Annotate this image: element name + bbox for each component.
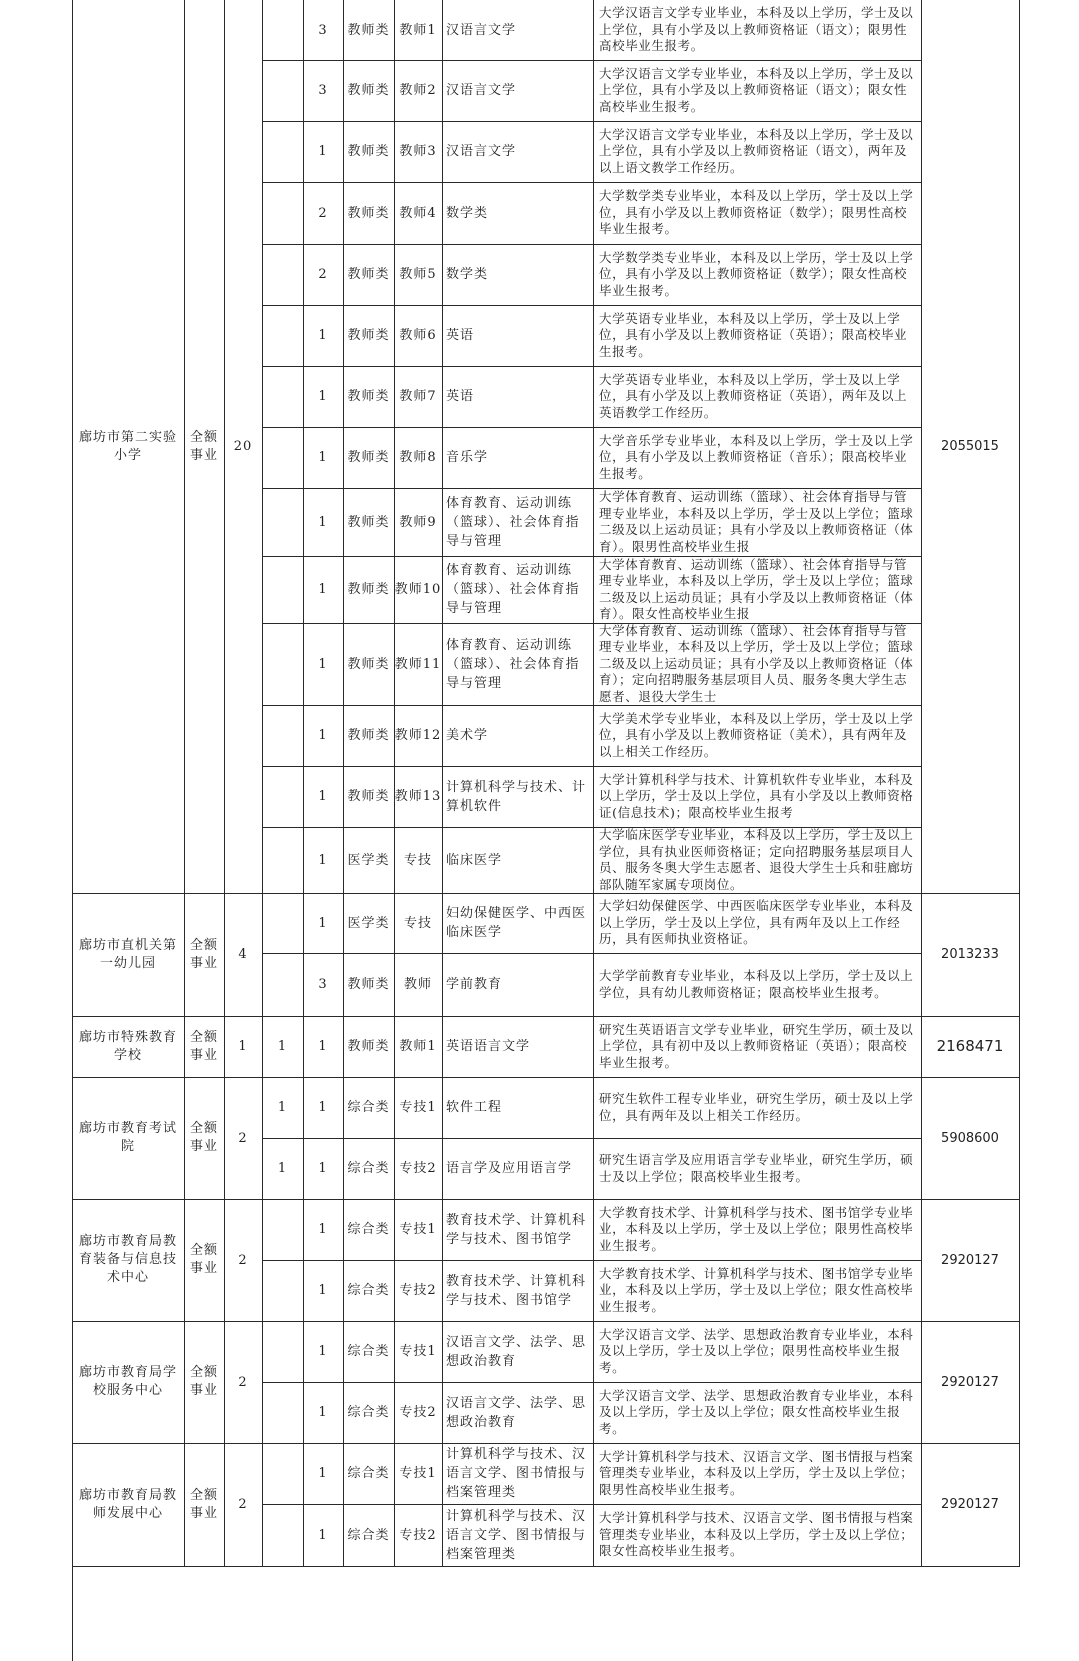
qualification-requirement: 大学数学类专业毕业，本科及以上学历，学士及以上学位，具有小学及以上教师资格证（数学）；限女性高校毕业生报考。 — [599, 249, 914, 298]
position-name: 教师1 — [399, 22, 437, 38]
unit-name: 廊坊市教育局教育装备与信息技术中心 — [78, 1234, 177, 1285]
position-name: 专技1 — [399, 1344, 437, 1359]
qualification-requirement: 大学计算机科学与技术、汉语言文学、图书情报与档案管理类专业毕业，本科及以上学历，学士及以上学位；限女性高校毕业生报考。 — [599, 1510, 914, 1559]
position-category: 综合类 — [347, 1527, 390, 1543]
position-name: 教师4 — [399, 205, 437, 221]
qualification-requirement: 大学音乐学专业毕业，本科及以上学历，学士及以上学位，具有小学及以上教师资格证（音乐）；限高校毕业生报考。 — [599, 432, 914, 481]
funding-type: 全额事业 — [190, 1487, 219, 1521]
position-category: 综合类 — [347, 1283, 390, 1298]
qualification-requirement: 大学汉语言文学专业毕业，本科及以上学历，学士及以上学位，具有小学及以上教师资格证（语文），两年及以上语文教学工作经历。 — [599, 126, 914, 175]
major-requirement: 体育教育、运动训练（篮球）、社会体育指导与管理 — [446, 495, 580, 549]
major-requirement: 英语语言文学 — [446, 1039, 531, 1054]
position-category: 综合类 — [347, 1344, 390, 1359]
position-count: 2 — [318, 205, 328, 221]
position-category: 教师类 — [347, 977, 390, 992]
contact-code: 2013233 — [941, 947, 999, 962]
position-count: 1 — [318, 450, 328, 465]
funding-type: 全额事业 — [190, 429, 219, 463]
qualification-requirement: 大学体育教育、运动训练（篮球）、社会体育指导与管理专业毕业，本科及以上学历，学士及以上学位；篮球二级及以上运动员证；具有小学及以上教师资格证（体育）。限女性高校毕业生报 — [599, 556, 914, 621]
unit-name: 廊坊市特殊教育学校 — [78, 1029, 177, 1063]
total-count: 1 — [238, 1039, 248, 1054]
position-name: 专技1 — [399, 1222, 437, 1237]
position-count: 1 — [318, 1222, 328, 1237]
qualification-requirement: 研究生英语语言文学专业毕业，研究生学历，硕士及以上学位，具有初中及以上教师资格证（英语）；限高校毕业生报考。 — [599, 1021, 914, 1070]
qualification-requirement: 大学数学类专业毕业，本科及以上学历，学士及以上学位，具有小学及以上教师资格证（数学）；限男性高校毕业生报考。 — [599, 188, 914, 237]
grid-line — [1019, 0, 1020, 1566]
unit-name: 廊坊市教育局学校服务中心 — [78, 1365, 177, 1398]
unit-name: 廊坊市教育考试院 — [78, 1121, 177, 1154]
position-count: 1 — [318, 1527, 328, 1543]
major-requirement: 体育教育、运动训练（篮球）、社会体育指导与管理 — [446, 563, 580, 616]
contact-code: 2920127 — [941, 1497, 999, 1512]
major-requirement: 音乐学 — [446, 450, 489, 465]
major-requirement: 英语 — [446, 389, 475, 404]
major-requirement: 体育教育、运动训练（篮球）、社会体育指导与管理 — [446, 637, 580, 691]
major-requirement: 计算机科学与技术、计算机软件 — [446, 779, 587, 814]
position-count: 1 — [318, 328, 328, 343]
position-count: 1 — [318, 915, 328, 931]
position-name: 教师 — [403, 977, 432, 992]
major-requirement: 汉语言文学 — [446, 144, 517, 159]
major-requirement: 美术学 — [446, 728, 489, 743]
total-count: 2 — [238, 1374, 248, 1390]
position-name: 专技2 — [399, 1283, 437, 1298]
contact-code: 2920127 — [941, 1252, 999, 1268]
position-category: 综合类 — [347, 1405, 390, 1420]
major-requirement: 软件工程 — [446, 1100, 503, 1115]
position-count: 1 — [318, 514, 328, 530]
position-name: 教师5 — [399, 267, 437, 282]
position-count: 1 — [318, 728, 328, 743]
position-category: 医学类 — [347, 915, 390, 931]
qualification-requirement: 大学汉语言文学专业毕业，本科及以上学历，学士及以上学位，具有小学及以上教师资格证（语文）；限男性高校毕业生报考。 — [599, 5, 914, 54]
qualification-requirement: 大学计算机科学与技术、汉语言文学、图书情报与档案管理类专业毕业，本科及以上学历，学士及以上学位；限男性高校毕业生报考。 — [599, 1448, 914, 1497]
qualification-requirement: 研究生语言学及应用语言学专业毕业，研究生学历，硕士及以上学位；限高校毕业生报考。 — [599, 1152, 914, 1184]
position-category: 教师类 — [347, 789, 390, 804]
major-requirement: 汉语言文学 — [446, 83, 517, 98]
position-name: 教师9 — [399, 514, 437, 530]
major-requirement: 汉语言文学、法学、思想政治教育 — [446, 1334, 587, 1369]
major-requirement: 教育技术学、计算机科学与技术、图书馆学 — [446, 1273, 587, 1308]
position-name: 专技2 — [399, 1527, 437, 1543]
position-category: 综合类 — [347, 1466, 390, 1481]
position-count: 1 — [318, 1100, 328, 1115]
position-count: 1 — [318, 852, 328, 868]
contact-code: 5908600 — [941, 1130, 999, 1146]
qualification-requirement: 大学汉语言文学专业毕业，本科及以上学历，学士及以上学位，具有小学及以上教师资格证（语文）；限女性高校毕业生报考。 — [599, 65, 914, 114]
major-requirement: 数学类 — [446, 205, 489, 221]
total-count: 2 — [238, 1252, 248, 1268]
position-name: 教师7 — [399, 389, 437, 404]
position-category: 教师类 — [347, 514, 390, 530]
position-name: 教师6 — [399, 328, 437, 343]
qualification-requirement: 大学教育技术学、计算机科学与技术、图书馆学专业毕业，本科及以上学历，学士及以上学位；限女性高校毕业生报考。 — [599, 1265, 914, 1314]
position-category: 教师类 — [347, 582, 390, 597]
qualification-requirement: 大学学前教育专业毕业，本科及以上学历，学士及以上学位，具有幼儿教师资格证；限高校毕业生报考。 — [599, 968, 914, 1000]
position-category: 教师类 — [347, 22, 390, 38]
position-category: 教师类 — [347, 328, 390, 343]
position-name: 教师10 — [394, 582, 442, 597]
position-name: 专技2 — [399, 1161, 437, 1176]
position-count: 1 — [318, 1405, 328, 1420]
qualification-requirement: 大学教育技术学、计算机科学与技术、图书馆学专业毕业，本科及以上学历，学士及以上学位；限男性高校毕业生报考。 — [599, 1204, 914, 1253]
position-name: 教师8 — [399, 450, 437, 465]
position-count: 1 — [318, 1283, 328, 1298]
position-name: 教师12 — [394, 728, 442, 743]
major-requirement: 汉语言文学 — [446, 22, 517, 38]
total-count: 2 — [238, 1497, 248, 1512]
position-category: 综合类 — [347, 1222, 390, 1237]
major-requirement: 语言学及应用语言学 — [446, 1161, 573, 1176]
major-requirement: 英语 — [446, 328, 475, 343]
grid-line — [262, 0, 263, 1566]
position-count: 1 — [318, 1039, 328, 1054]
position-count: 2 — [318, 267, 328, 282]
qualification-requirement: 大学妇幼保健医学、中西医临床医学专业毕业，本科及以上学历，学士及以上学位，具有两年及以上工作经历，具有医师执业资格证。 — [599, 898, 914, 947]
unit-name: 廊坊市教育局教师发展中心 — [78, 1487, 177, 1521]
qualification-requirement: 大学体育教育、运动训练（篮球）、社会体育指导与管理专业毕业，本科及以上学历，学士及以上学位；篮球二级及以上运动员证；具有小学及以上教师资格证（体育）；定向招聘服务基层项目人员、服务冬奥大学生志愿者、退役大学生士 — [599, 623, 914, 704]
qualification-requirement: 大学汉语言文学、法学、思想政治教育专业毕业，本科及以上学历，学士及以上学位；限女性高校毕业生报考。 — [599, 1387, 914, 1436]
position-name: 专技1 — [399, 1466, 437, 1481]
position-count: 1 — [318, 1344, 328, 1359]
major-requirement: 计算机科学与技术、汉语言文学、图书情报与档案管理类 — [446, 1447, 587, 1500]
qualification-requirement: 研究生软件工程专业毕业，研究生学历，硕士及以上学位，具有两年及以上相关工作经历。 — [599, 1091, 914, 1123]
major-requirement: 学前教育 — [446, 977, 503, 992]
qualification-requirement: 大学计算机科学与技术、计算机软件专业毕业，本科及以上学历，学士及以上学位，具有小学及以上教师资格证(信息技术)；限高校毕业生报考 — [599, 771, 914, 820]
total-count: 4 — [238, 947, 248, 962]
funding-type: 全额事业 — [190, 1029, 219, 1063]
position-name: 专技1 — [399, 1100, 437, 1115]
grid-line — [72, 1566, 73, 1661]
contact-code: 2920127 — [941, 1374, 999, 1390]
funding-type: 全额事业 — [190, 1365, 219, 1398]
position-category: 教师类 — [347, 728, 390, 743]
position-count: 3 — [318, 977, 328, 992]
position-name: 专技 — [403, 852, 432, 868]
major-requirement: 计算机科学与技术、汉语言文学、图书情报与档案管理类 — [446, 1508, 587, 1562]
position-category: 医学类 — [347, 852, 390, 868]
position-category: 综合类 — [347, 1100, 390, 1115]
position-category: 教师类 — [347, 450, 390, 465]
contact-code: 2168471 — [936, 1037, 1004, 1055]
contact-code: 2055015 — [941, 439, 999, 454]
position-name: 教师3 — [399, 144, 437, 159]
major-requirement: 妇幼保健医学、中西医临床医学 — [446, 906, 587, 940]
major-requirement: 汉语言文学、法学、思想政治教育 — [446, 1395, 587, 1430]
position-category: 教师类 — [347, 144, 390, 159]
position-count: 1 — [318, 144, 328, 159]
position-category: 综合类 — [347, 1161, 390, 1176]
position-name: 教师13 — [394, 789, 442, 804]
total-count: 2 — [238, 1130, 248, 1146]
position-count: 3 — [318, 22, 328, 38]
major-requirement: 数学类 — [446, 267, 489, 282]
major-requirement: 临床医学 — [446, 852, 503, 868]
position-count: 1 — [318, 582, 328, 597]
position-category: 教师类 — [347, 389, 390, 404]
alt-position-count: 1 — [277, 1161, 288, 1176]
unit-name: 廊坊市直机关第一幼儿园 — [78, 937, 177, 971]
position-count: 1 — [318, 1161, 328, 1176]
major-requirement: 教育技术学、计算机科学与技术、图书馆学 — [446, 1212, 587, 1247]
position-name: 教师1 — [399, 1039, 437, 1054]
position-category: 教师类 — [347, 267, 390, 282]
position-name: 教师2 — [399, 83, 437, 98]
grid-line — [72, 1566, 1020, 1567]
position-count: 1 — [318, 389, 328, 404]
position-name: 教师11 — [394, 656, 442, 672]
unit-name: 廊坊市第二实验小学 — [78, 429, 177, 463]
qualification-requirement: 大学英语专业毕业，本科及以上学历，学士及以上学位，具有小学及以上教师资格证（英语）；限高校毕业生报考。 — [599, 310, 908, 359]
position-category: 教师类 — [347, 656, 390, 672]
total-count: 20 — [233, 439, 253, 454]
position-name: 专技 — [403, 915, 432, 931]
alt-position-count: 1 — [277, 1039, 288, 1054]
funding-type: 全额事业 — [190, 1121, 219, 1154]
qualification-requirement: 大学体育教育、运动训练（篮球）、社会体育指导与管理专业毕业，本科及以上学历，学士及以上学位；篮球二级及以上运动员证；具有小学及以上教师资格证（体育）。限男性高校毕业生报 — [599, 489, 914, 554]
position-count: 3 — [318, 83, 328, 98]
qualification-requirement: 大学临床医学专业毕业，本科及以上学历，学士及以上学位，具有执业医师资格证；定向招聘服务基层项目人员、服务冬奥大学生志愿者、退役大学生士兵和驻廊坊部队随军家属专项岗位。 — [599, 827, 914, 892]
position-count: 1 — [318, 1466, 328, 1481]
position-count: 1 — [318, 789, 328, 804]
qualification-requirement: 大学英语专业毕业，本科及以上学历，学士及以上学位，具有小学及以上教师资格证（英语），两年及以上英语教学工作经历。 — [599, 371, 908, 420]
funding-type: 全额事业 — [190, 1243, 219, 1276]
position-count: 1 — [318, 656, 328, 672]
funding-type: 全额事业 — [190, 937, 219, 971]
qualification-requirement: 大学汉语言文学、法学、思想政治教育专业毕业，本科及以上学历，学士及以上学位；限男性高校毕业生报考。 — [599, 1326, 914, 1375]
alt-position-count: 1 — [277, 1100, 288, 1115]
position-category: 教师类 — [347, 1039, 390, 1054]
position-category: 教师类 — [347, 83, 390, 98]
position-name: 专技2 — [399, 1405, 437, 1420]
qualification-requirement: 大学美术学专业毕业，本科及以上学历，学士及以上学位，具有小学及以上教师资格证（美术），具有两年及以上相关工作经历。 — [599, 710, 914, 759]
position-category: 教师类 — [347, 205, 390, 221]
